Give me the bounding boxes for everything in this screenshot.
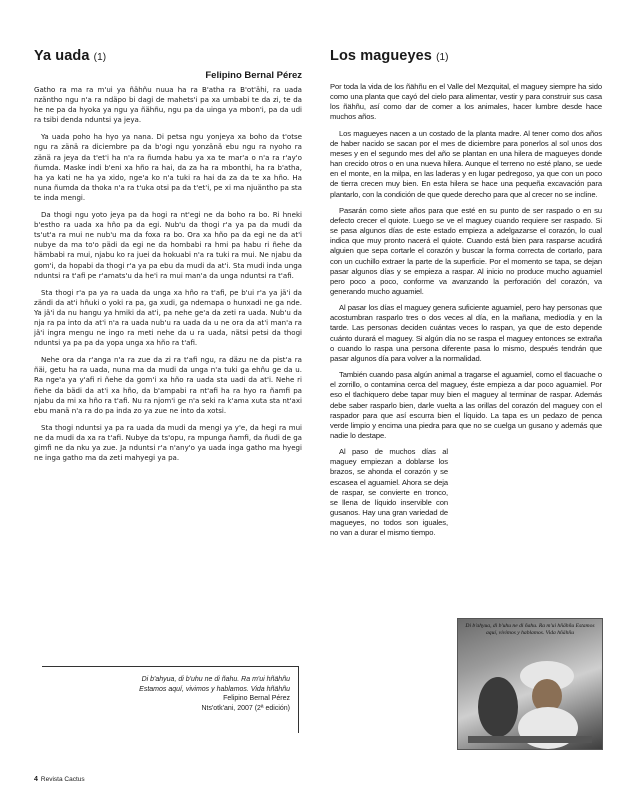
photo-footer-band — [468, 736, 592, 743]
title-text: Los magueyes — [330, 48, 432, 64]
publication-name: Revista Cactus — [40, 776, 85, 783]
paragraph: Sta thogi nduntsi ya pa ra uada da mudi da mengi ya y'e, da hegi ra mui ne da mudi da xa ra t'afi. Nubye da ts'opu, ra mpunga ñamfi, da ñudi de ga gimfi ne da nku ya zue. Ja nduntsi r'a n'any'o ya uada inga gatho ma hyegi ne inga gatho ma da zeti mahyegi ya pa. — [34, 422, 302, 463]
article-title-otomi — [34, 48, 302, 64]
paragraph: Da thogi ngu yoto jeya pa da hogi ra nt'egi ne da boho ra bo. Ri hneki b'estho ra uada xa hño pa da egi. Nub'u da thogi r'a ya pa da mudi da ts'ut'a ra mui ne nub'u ma da foxa ra bo. Ora xa hño pa da egi ne da at'i nubye da ma to'o pädi da egi ne da hombabi ra hmi pa habu ri ñehe da hämbabi ra mui, njabu ko ra juei da hokuabi n'a ra tuki ra mui. Ne njabu da gom'i, da hopabi da thogi r'a ya pa ebu da mudi da at'i. Sta mudi inda unga nduntsi ra t'afi pe r'amats'u da he'i ra mui man'a da unga nduntsi ra t'afi. — [34, 210, 302, 280]
paragraph: También cuando pasa algún animal a tragarse el aguamiel, como el tlacuache o el zorrillo, o contamina cerca del maguey, éste empieza a dar poco aguamiel. Por eso el tlachiquero debe tapar muy bien el maguey al terminar de raspar. Además debe saber rasparlo bien, darle vuelta a las orillas del corazón del maguey con el raspador para que así escurra bien el líquido. La tapa es un pedazo de penca verde limpio y encima una piedra para que no se cuelga un gusano y además que nadie lo destape. — [330, 370, 602, 440]
page-number: 4 — [34, 776, 38, 783]
paragraph: Por toda la vida de los ñähñu en el Valle del Mezquital, el maguey siempre ha sido como una planta que cayó del cielo para alimentar, vestir y para construir sus casa los ñähñu, así como dar de comer a los animales, hacer lumbre desde hace muchos años. — [330, 82, 602, 122]
paragraph: Al paso de muchos días al maguey empiezan a doblarse los brazos, se ahonda el corazón y se escasea el aguamiel. Ahora se deja de raspar, se convierte en tronco, se llena de líquido inservible con gusanos. Hay una gran variedad de magueyes, no todos son iguales, no van a durar el mismo tiempo. — [330, 447, 448, 538]
photo-caption: Di b'ahyua, di b'uhu ne di ñahu. Ra m'ui hñähñu Estamos aquí, vivimos y hablamos. Vida hñähñu — [465, 623, 595, 636]
cover-photo — [457, 618, 603, 750]
paragraph: Ya uada poho ha hyo ya nana. Di petsa ngu yonjeya xa boho da t'otse ngu ra zänä ra diciembre pa da b'ogi ngu yonzänä ebu ngu ra nyoho ra zänä ra jeya da t'et'i ha n'a ra ñumda habu ya xa te mar'a o n'a ra r'ay'o ñumda. Maske indi b'eni xa hño ra hai, da za ha ra mbonthi, ha ra b'atha, ha ya kati ne ha ya xido, nge'a ko n'a tuki ra hai da za da te xa hño. Ha nuna ñumda da thoka n'a ra t'uka otsi pa da t'et'i, pe xi ma njuäntho pa sta te inda mengi. — [34, 132, 302, 202]
citation-line: Di b'ahyua, di b'uhu ne di ñahu. Ra m'ui hñähñu — [141, 676, 290, 683]
paragraph: Al pasar los días el maguey genera suficiente aguamiel, pero hay personas que acostumbran rasparlo tres o dos veces al día, en la mañana, mediodía y en la tarde. Las personas deciden cuántas veces lo raspan, ya que de esto depende cuánto durará el maguey. Si algún día no se raspa el maguey entonces se extraña o cuando lo raspa una persona diferente pasa lo mismo, después tendrán que pasar algunos día para volver a la normalidad. — [330, 303, 602, 363]
title-footnote-marker: (1) — [93, 52, 107, 63]
article-title-spanish — [330, 48, 602, 64]
paragraph: Gatho ra ma ra m'ui ya ñähñu nuua ha ra B'atha ra B'ot'ähi, ra uada nzäntho ngu n'a ra ndäpo bi dagi de mahets'i pa xa umbabi te da zi, te da he ne pa da hyoka ya ngu ya ñähñu, ngu pa da uinga ya mbon'i, pa da udi ra tsibi denda nduntsi ya jeya. — [34, 85, 302, 125]
title-spacer — [330, 70, 602, 82]
author-name: Felipino Bernal Pérez — [205, 70, 302, 81]
paragraph: Los magueyes nacen a un costado de la planta madre. Al tener como dos años de haber nacido se sacan por el mes de diciembre para ponerlos al sol unos dos meses y en el segundo mes del año se plantan en una hilera de magueyes donde han crecido otros o en una nueva hilera. Aunque el terreno no esté plano, se uede en el monte, en la milpa, en las laderas y en lugar pedregoso, ya que con un poco de tierra crecen muy bien. En esta hilera se hace una pequeña excavación para plantarlo, con la condición de que quede derecho para que al crecer no se incline. — [330, 128, 602, 199]
right-column — [330, 48, 602, 539]
left-column — [34, 48, 302, 463]
figure-shape — [478, 677, 518, 737]
citation-source: Nts'otk'ani, 2007 (2ª edición) — [201, 704, 290, 712]
title-footnote-marker: (1) — [436, 52, 449, 63]
citation-author: Felipino Bernal Pérez — [223, 695, 290, 703]
citation-box — [42, 666, 299, 733]
paragraph: Nehe ora da r'anga n'a ra zue da zi ra t'afi ngu, ra däzu ne da pist'a ra ñäi, getu ha ra uada, nuna ma da mudi da unga n'a tuki ga ehñu ge da u. Ra nge'a ya y'afi ri ñehe da gom'i xa hño ra uada sta uadi da at'i. Nehe ri ñehe da bädi da at'i xa hño, da b'ampabi ra nt'afi ha ra hyo ra ñamfi pa njabu da mi xa hño ra t'afi. Nu ra njom'i ge n'a seki ra k'ama xuta sta nt'axi ebu manä n'a ra do pa inda zo ya zue ne into da xotsi. — [34, 355, 302, 415]
citation-line: Estamos aquí, vivimos y hablamos. Vida hñähñu — [139, 685, 290, 693]
page-footer — [34, 776, 85, 783]
paragraph: Pasarán como siete años para que esté en su punto de ser raspado o en su defecto crecer el quiote. Luego se ve el maguey cuando requiere ser raspado. Si se pasa algunos días de este estado empieza a adelgazarse el corazón, lo cual indica que muy pronto nacerá el quiote. Cuando está bien para rasparse acudirá alguien que sepa cortarle el corazón y buscar la forma correcta de cortarlo, para con un cuchillo extraer la parte de la superficie. Por el momento se tapa, se dejan pasar algunos días y se empieza a raspar. Al inicio no produce mucho aguamiel pero poco a poco, conforme va avanzando la perforación del corazón, va generando mucho aguamiel. — [330, 205, 602, 296]
paragraph: Sta thogi r'a pa ya ra uada da unga xa hño ra t'afi, pe b'ui r'a ya jä'i da zändi da at'i hñuki o yoki ra pa, ga xudi, ga ndemapa o hunxadi ne ga nde. Ya jä'i da nu hangu ya hmiki da at'i, pa nehe ge'a da zeti ra uada. Nub'u da nja ra pa into da at'i n'a ra uada nub'u ra uada da u ne ora da at'i man'a ra jä'i ingra mengu ne ingo ra meti nehe da u ra uada, nätsi petsi da thogi nduntsi ya pa pa da yopa unga xa hño ra t'afi. — [34, 287, 302, 348]
title-text: Ya uada — [34, 48, 90, 64]
